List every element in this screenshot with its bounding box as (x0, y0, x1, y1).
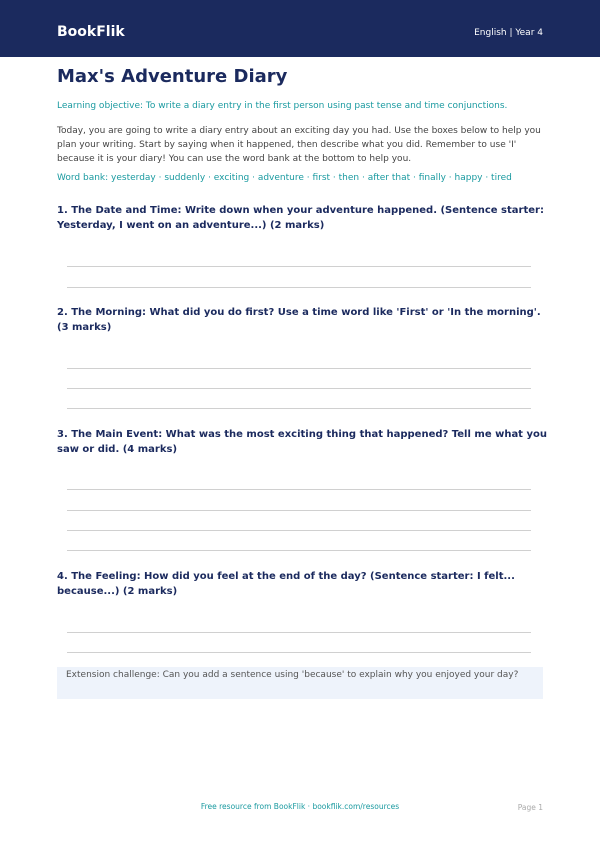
extension-text: Extension challenge: Can you add a sentence using 'because' to explain why you enjoyed your day? (66, 670, 519, 680)
page-title: Max's Adventure Diary (57, 66, 288, 87)
answer-line[interactable] (67, 530, 531, 531)
subject-year: English | Year 4 (474, 28, 543, 38)
answer-line[interactable] (67, 489, 531, 490)
header-bar (0, 0, 600, 57)
answer-line[interactable] (67, 632, 531, 633)
answer-line[interactable] (67, 266, 531, 267)
footer-text[interactable]: Free resource from BookFlik · bookflik.com/resources (200, 802, 400, 811)
question-2: 2. The Morning: What did you do first? Use a time word like 'First' or 'In the morning'. (3 marks) (57, 307, 541, 333)
answer-line[interactable] (67, 408, 531, 409)
answer-line[interactable] (67, 388, 531, 389)
answer-line[interactable] (67, 510, 531, 511)
page-number: Page 1 (517, 803, 543, 812)
answer-line[interactable] (67, 368, 531, 369)
question-3: 3. The Main Event: What was the most exciting thing that happened? Tell me what you saw or did. (4 marks) (57, 429, 547, 455)
learning-objective: Learning objective: To write a diary entry in the first person using past tense and time conjunctions. (57, 101, 508, 111)
question-4: 4. The Feeling: How did you feel at the end of the day? (Sentence starter: I felt... because...) (2 marks) (57, 571, 515, 597)
intro-text: Today, you are going to write a diary entry about an exciting day you had. Use the boxes below to help you plan your writing. Start by saying when it happened, then describe what you did. Remember to use 'I' because it is your diary! You can use the word bank at the bottom to help you. (57, 126, 541, 164)
answer-line[interactable] (67, 287, 531, 288)
answer-line[interactable] (67, 550, 531, 551)
word-bank: Word bank: yesterday · suddenly · exciting · adventure · first · then · after that · finally · happy · tired (57, 173, 512, 183)
brand-logo: BookFlik (57, 24, 125, 40)
answer-line[interactable] (67, 652, 531, 653)
extension-box (57, 667, 543, 699)
question-1: 1. The Date and Time: Write down when your adventure happened. (Sentence starter: Yesterday, I went on an adventure...) (2 marks) (57, 205, 544, 231)
